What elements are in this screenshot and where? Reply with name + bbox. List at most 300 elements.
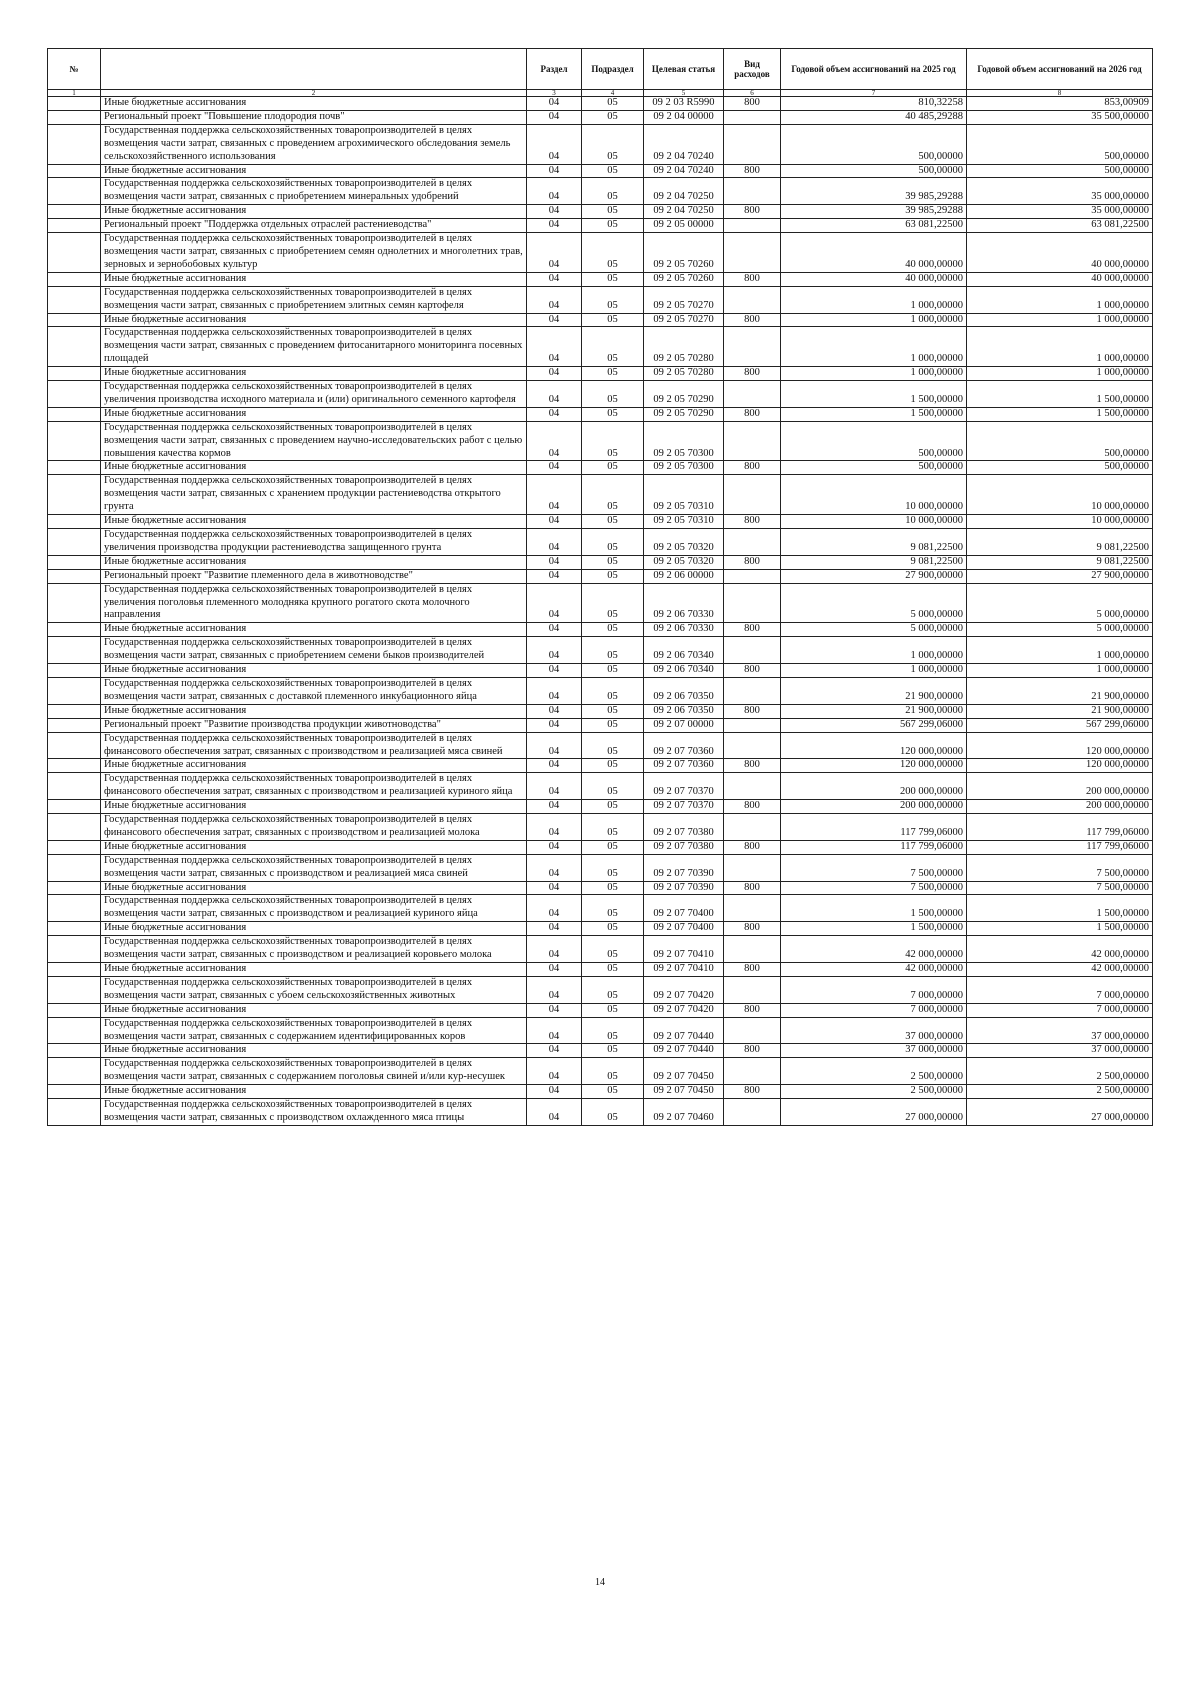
row-number-cell xyxy=(48,97,101,111)
description-cell: Иные бюджетные ассигнования xyxy=(101,963,527,977)
section-cell: 04 xyxy=(527,623,582,637)
expense-type-cell: 800 xyxy=(724,1044,781,1058)
row-number-cell xyxy=(48,732,101,759)
table-row xyxy=(48,637,1153,664)
allocation-2025-cell: 1 000,00000 xyxy=(781,327,967,367)
subsection-cell: 05 xyxy=(582,1017,644,1044)
row-number-cell xyxy=(48,1058,101,1085)
subsection-cell: 05 xyxy=(582,367,644,381)
row-number-cell xyxy=(48,407,101,421)
table-row xyxy=(48,219,1153,233)
expense-type-cell xyxy=(724,110,781,124)
expense-type-cell: 800 xyxy=(724,97,781,111)
table-row xyxy=(48,475,1153,515)
section-cell: 04 xyxy=(527,421,582,461)
section-cell: 04 xyxy=(527,286,582,313)
table-row xyxy=(48,164,1153,178)
description-cell: Иные бюджетные ассигнования xyxy=(101,515,527,529)
subsection-cell: 05 xyxy=(582,773,644,800)
header-allocation-2026: Годовой объем ассигнований на 2026 год xyxy=(967,49,1153,90)
subsection-cell: 05 xyxy=(582,1099,644,1126)
allocation-2026-cell: 27 900,00000 xyxy=(967,569,1153,583)
description-cell: Государственная поддержка сельскохозяйственных товаропроизводителей в целях возмещения части затрат, связанных с проведением фитосанитарного мониторинга посевных площадей xyxy=(101,327,527,367)
table-row xyxy=(48,421,1153,461)
section-cell: 04 xyxy=(527,976,582,1003)
allocation-2025-cell: 39 985,29288 xyxy=(781,205,967,219)
target-article-cell: 09 2 07 70410 xyxy=(644,963,724,977)
row-number-cell xyxy=(48,773,101,800)
section-cell: 04 xyxy=(527,881,582,895)
row-number-cell xyxy=(48,233,101,273)
allocation-2025-cell: 1 000,00000 xyxy=(781,313,967,327)
subsection-cell: 05 xyxy=(582,704,644,718)
row-number-cell xyxy=(48,704,101,718)
description-cell: Государственная поддержка сельскохозяйственных товаропроизводителей в целях возмещения части затрат, связанных с приобретением семени быков производителей xyxy=(101,637,527,664)
section-cell: 04 xyxy=(527,1003,582,1017)
row-number-cell xyxy=(48,840,101,854)
subsection-cell: 05 xyxy=(582,936,644,963)
target-article-cell: 09 2 07 70400 xyxy=(644,895,724,922)
target-article-cell: 09 2 05 70320 xyxy=(644,555,724,569)
allocation-2025-cell: 200 000,00000 xyxy=(781,773,967,800)
table-row xyxy=(48,1099,1153,1126)
allocation-2026-cell: 1 500,00000 xyxy=(967,895,1153,922)
subsection-cell: 05 xyxy=(582,637,644,664)
subsection-cell: 05 xyxy=(582,1044,644,1058)
table-row xyxy=(48,677,1153,704)
description-cell: Государственная поддержка сельскохозяйственных товаропроизводителей в целях увеличения поголовья племенного молодняка крупного рогатого скота молочного направления xyxy=(101,583,527,623)
allocation-2026-cell: 27 000,00000 xyxy=(967,1099,1153,1126)
subsection-cell: 05 xyxy=(582,1085,644,1099)
target-article-cell: 09 2 05 70290 xyxy=(644,407,724,421)
allocation-2026-cell: 42 000,00000 xyxy=(967,936,1153,963)
description-cell: Государственная поддержка сельскохозяйственных товаропроизводителей в целях возмещения части затрат, связанных с производством охлажденного мяса птицы xyxy=(101,1099,527,1126)
section-cell: 04 xyxy=(527,381,582,408)
allocation-2026-cell: 1 000,00000 xyxy=(967,664,1153,678)
row-number-cell xyxy=(48,367,101,381)
section-cell: 04 xyxy=(527,773,582,800)
subsection-cell: 05 xyxy=(582,677,644,704)
target-article-cell: 09 2 05 70280 xyxy=(644,367,724,381)
row-number-cell xyxy=(48,515,101,529)
expense-type-cell: 800 xyxy=(724,272,781,286)
allocation-2026-cell: 117 799,06000 xyxy=(967,840,1153,854)
allocation-2025-cell: 7 000,00000 xyxy=(781,1003,967,1017)
description-cell: Иные бюджетные ассигнования xyxy=(101,205,527,219)
target-article-cell: 09 2 07 70380 xyxy=(644,814,724,841)
description-cell: Иные бюджетные ассигнования xyxy=(101,800,527,814)
target-article-cell: 09 2 05 70300 xyxy=(644,461,724,475)
target-article-cell: 09 2 06 00000 xyxy=(644,569,724,583)
row-number-cell xyxy=(48,569,101,583)
allocation-2026-cell: 2 500,00000 xyxy=(967,1058,1153,1085)
section-cell: 04 xyxy=(527,124,582,164)
expense-type-cell xyxy=(724,677,781,704)
row-number-cell xyxy=(48,178,101,205)
description-cell: Государственная поддержка сельскохозяйственных товаропроизводителей в целях возмещения части затрат, связанных с производством и реализацией куриного яйца xyxy=(101,895,527,922)
header-expense-type: Вид расходов xyxy=(724,49,781,90)
table-row xyxy=(48,97,1153,111)
table-row xyxy=(48,407,1153,421)
subsection-cell: 05 xyxy=(582,1003,644,1017)
section-cell: 04 xyxy=(527,854,582,881)
row-number-cell xyxy=(48,881,101,895)
allocation-2026-cell: 500,00000 xyxy=(967,164,1153,178)
expense-type-cell xyxy=(724,936,781,963)
target-article-cell: 09 2 07 70400 xyxy=(644,922,724,936)
subsection-cell: 05 xyxy=(582,421,644,461)
column-number: 4 xyxy=(582,90,644,97)
header-section: Раздел xyxy=(527,49,582,90)
allocation-2026-cell: 1 500,00000 xyxy=(967,381,1153,408)
section-cell: 04 xyxy=(527,895,582,922)
expense-type-cell: 800 xyxy=(724,461,781,475)
allocation-2025-cell: 1 500,00000 xyxy=(781,407,967,421)
target-article-cell: 09 2 05 00000 xyxy=(644,219,724,233)
table-row xyxy=(48,124,1153,164)
allocation-2025-cell: 500,00000 xyxy=(781,461,967,475)
target-article-cell: 09 2 07 70390 xyxy=(644,881,724,895)
target-article-cell: 09 2 04 70250 xyxy=(644,205,724,219)
section-cell: 04 xyxy=(527,732,582,759)
allocation-2025-cell: 37 000,00000 xyxy=(781,1017,967,1044)
description-cell: Государственная поддержка сельскохозяйственных товаропроизводителей в целях возмещения части затрат, связанных с содержанием поголовья свиней и/или кур-несушек xyxy=(101,1058,527,1085)
expense-type-cell xyxy=(724,421,781,461)
expense-type-cell: 800 xyxy=(724,800,781,814)
allocation-2026-cell: 1 000,00000 xyxy=(967,313,1153,327)
target-article-cell: 09 2 03 R5990 xyxy=(644,97,724,111)
section-cell: 04 xyxy=(527,840,582,854)
allocation-2025-cell: 1 000,00000 xyxy=(781,664,967,678)
row-number-cell xyxy=(48,936,101,963)
target-article-cell: 09 2 07 70440 xyxy=(644,1017,724,1044)
section-cell: 04 xyxy=(527,327,582,367)
allocation-2025-cell: 117 799,06000 xyxy=(781,840,967,854)
allocation-2026-cell: 1 000,00000 xyxy=(967,327,1153,367)
row-number-cell xyxy=(48,963,101,977)
row-number-cell xyxy=(48,637,101,664)
table-row xyxy=(48,313,1153,327)
description-cell: Государственная поддержка сельскохозяйственных товаропроизводителей в целях возмещения части затрат, связанных с хранением продукции растениеводства открытого грунта xyxy=(101,475,527,515)
table-row xyxy=(48,718,1153,732)
allocation-2025-cell: 10 000,00000 xyxy=(781,475,967,515)
description-cell: Государственная поддержка сельскохозяйственных товаропроизводителей в целях финансового обеспечения затрат, связанных с производством и реализацией молока xyxy=(101,814,527,841)
row-number-cell xyxy=(48,286,101,313)
section-cell: 04 xyxy=(527,529,582,556)
section-cell: 04 xyxy=(527,272,582,286)
expense-type-cell xyxy=(724,773,781,800)
subsection-cell: 05 xyxy=(582,1058,644,1085)
allocation-2025-cell: 2 500,00000 xyxy=(781,1085,967,1099)
description-cell: Государственная поддержка сельскохозяйственных товаропроизводителей в целях увеличения производства продукции растениеводства защищенного грунта xyxy=(101,529,527,556)
target-article-cell: 09 2 05 70280 xyxy=(644,327,724,367)
column-number: 3 xyxy=(527,90,582,97)
subsection-cell: 05 xyxy=(582,381,644,408)
allocation-2026-cell: 7 000,00000 xyxy=(967,976,1153,1003)
target-article-cell: 09 2 05 70300 xyxy=(644,421,724,461)
target-article-cell: 09 2 05 70260 xyxy=(644,233,724,273)
table-row xyxy=(48,327,1153,367)
row-number-cell xyxy=(48,555,101,569)
subsection-cell: 05 xyxy=(582,569,644,583)
allocation-2025-cell: 1 000,00000 xyxy=(781,367,967,381)
description-cell: Государственная поддержка сельскохозяйственных товаропроизводителей в целях возмещения части затрат, связанных с убоем сельскохозяйственных животных xyxy=(101,976,527,1003)
allocation-2025-cell: 200 000,00000 xyxy=(781,800,967,814)
subsection-cell: 05 xyxy=(582,583,644,623)
section-cell: 04 xyxy=(527,569,582,583)
row-number-cell xyxy=(48,1003,101,1017)
section-cell: 04 xyxy=(527,555,582,569)
description-cell: Иные бюджетные ассигнования xyxy=(101,1085,527,1099)
expense-type-cell: 800 xyxy=(724,623,781,637)
expense-type-cell xyxy=(724,286,781,313)
allocation-2025-cell: 1 500,00000 xyxy=(781,922,967,936)
allocation-2025-cell: 500,00000 xyxy=(781,164,967,178)
section-cell: 04 xyxy=(527,718,582,732)
allocation-2026-cell: 500,00000 xyxy=(967,421,1153,461)
row-number-cell xyxy=(48,421,101,461)
description-cell: Государственная поддержка сельскохозяйственных товаропроизводителей в целях возмещения части затрат, связанных с производством и реализацией мяса свиней xyxy=(101,854,527,881)
section-cell: 04 xyxy=(527,1099,582,1126)
allocation-2026-cell: 37 000,00000 xyxy=(967,1017,1153,1044)
target-article-cell: 09 2 07 70450 xyxy=(644,1085,724,1099)
expense-type-cell: 800 xyxy=(724,367,781,381)
expense-type-cell xyxy=(724,976,781,1003)
table-row xyxy=(48,1044,1153,1058)
header-subsection: Подраздел xyxy=(582,49,644,90)
target-article-cell: 09 2 07 70420 xyxy=(644,1003,724,1017)
table-row xyxy=(48,529,1153,556)
page-number: 14 xyxy=(595,1577,605,1588)
allocation-2025-cell: 120 000,00000 xyxy=(781,732,967,759)
allocation-2025-cell: 40 000,00000 xyxy=(781,233,967,273)
subsection-cell: 05 xyxy=(582,475,644,515)
header-description xyxy=(101,49,527,90)
description-cell: Региональный проект "Поддержка отдельных отраслей растениеводства" xyxy=(101,219,527,233)
allocation-2026-cell: 35 500,00000 xyxy=(967,110,1153,124)
section-cell: 04 xyxy=(527,515,582,529)
allocation-2025-cell: 567 299,06000 xyxy=(781,718,967,732)
target-article-cell: 09 2 06 70350 xyxy=(644,677,724,704)
expense-type-cell: 800 xyxy=(724,840,781,854)
table-row xyxy=(48,515,1153,529)
subsection-cell: 05 xyxy=(582,178,644,205)
allocation-2026-cell: 120 000,00000 xyxy=(967,759,1153,773)
allocation-2026-cell: 5 000,00000 xyxy=(967,583,1153,623)
subsection-cell: 05 xyxy=(582,124,644,164)
table-row xyxy=(48,583,1153,623)
allocation-2026-cell: 7 500,00000 xyxy=(967,881,1153,895)
expense-type-cell: 800 xyxy=(724,759,781,773)
table-row xyxy=(48,1017,1153,1044)
section-cell: 04 xyxy=(527,637,582,664)
row-number-cell xyxy=(48,583,101,623)
allocation-2025-cell: 810,32258 xyxy=(781,97,967,111)
description-cell: Государственная поддержка сельскохозяйственных товаропроизводителей в целях возмещения части затрат, связанных с проведением научно-исследовательских работ с целью повышения качества кормов xyxy=(101,421,527,461)
description-cell: Иные бюджетные ассигнования xyxy=(101,164,527,178)
table-row xyxy=(48,623,1153,637)
row-number-cell xyxy=(48,461,101,475)
allocation-2025-cell: 21 900,00000 xyxy=(781,704,967,718)
section-cell: 04 xyxy=(527,963,582,977)
subsection-cell: 05 xyxy=(582,407,644,421)
column-number-row xyxy=(48,90,1153,97)
subsection-cell: 05 xyxy=(582,718,644,732)
section-cell: 04 xyxy=(527,583,582,623)
table-row xyxy=(48,1003,1153,1017)
column-number: 6 xyxy=(724,90,781,97)
description-cell: Иные бюджетные ассигнования xyxy=(101,623,527,637)
subsection-cell: 05 xyxy=(582,515,644,529)
target-article-cell: 09 2 04 70240 xyxy=(644,124,724,164)
table-row xyxy=(48,205,1153,219)
allocation-2025-cell: 9 081,22500 xyxy=(781,555,967,569)
table-row xyxy=(48,178,1153,205)
subsection-cell: 05 xyxy=(582,205,644,219)
subsection-cell: 05 xyxy=(582,963,644,977)
allocation-2025-cell: 37 000,00000 xyxy=(781,1044,967,1058)
subsection-cell: 05 xyxy=(582,623,644,637)
expense-type-cell xyxy=(724,569,781,583)
allocation-2026-cell: 9 081,22500 xyxy=(967,529,1153,556)
expense-type-cell: 800 xyxy=(724,313,781,327)
row-number-cell xyxy=(48,529,101,556)
expense-type-cell xyxy=(724,637,781,664)
subsection-cell: 05 xyxy=(582,219,644,233)
description-cell: Государственная поддержка сельскохозяйственных товаропроизводителей в целях возмещения части затрат, связанных с производством и реализацией коровьего молока xyxy=(101,936,527,963)
subsection-cell: 05 xyxy=(582,895,644,922)
row-number-cell xyxy=(48,922,101,936)
allocation-2025-cell: 40 000,00000 xyxy=(781,272,967,286)
expense-type-cell xyxy=(724,124,781,164)
table-row xyxy=(48,759,1153,773)
subsection-cell: 05 xyxy=(582,529,644,556)
description-cell: Иные бюджетные ассигнования xyxy=(101,704,527,718)
allocation-2025-cell: 63 081,22500 xyxy=(781,219,967,233)
expense-type-cell xyxy=(724,718,781,732)
row-number-cell xyxy=(48,313,101,327)
allocation-2026-cell: 21 900,00000 xyxy=(967,677,1153,704)
allocation-2025-cell: 42 000,00000 xyxy=(781,963,967,977)
target-article-cell: 09 2 07 70370 xyxy=(644,773,724,800)
row-number-cell xyxy=(48,124,101,164)
allocation-2026-cell: 200 000,00000 xyxy=(967,800,1153,814)
section-cell: 04 xyxy=(527,664,582,678)
row-number-cell xyxy=(48,677,101,704)
expense-type-cell: 800 xyxy=(724,515,781,529)
description-cell: Государственная поддержка сельскохозяйственных товаропроизводителей в целях возмещения части затрат, связанных с приобретением семян однолетних и многолетних трав, зерновых и зернобобовых культур xyxy=(101,233,527,273)
allocation-2025-cell: 5 000,00000 xyxy=(781,583,967,623)
allocation-2025-cell: 1 000,00000 xyxy=(781,637,967,664)
table-row xyxy=(48,569,1153,583)
allocation-2026-cell: 853,00909 xyxy=(967,97,1153,111)
section-cell: 04 xyxy=(527,1085,582,1099)
target-article-cell: 09 2 05 70310 xyxy=(644,515,724,529)
table-row xyxy=(48,664,1153,678)
row-number-cell xyxy=(48,976,101,1003)
subsection-cell: 05 xyxy=(582,272,644,286)
subsection-cell: 05 xyxy=(582,461,644,475)
target-article-cell: 09 2 07 70360 xyxy=(644,759,724,773)
subsection-cell: 05 xyxy=(582,327,644,367)
table-body xyxy=(48,97,1153,1126)
allocation-2025-cell: 42 000,00000 xyxy=(781,936,967,963)
allocation-2026-cell: 2 500,00000 xyxy=(967,1085,1153,1099)
expense-type-cell: 800 xyxy=(724,881,781,895)
budget-table xyxy=(47,48,1153,1126)
target-article-cell: 09 2 07 70450 xyxy=(644,1058,724,1085)
section-cell: 04 xyxy=(527,219,582,233)
row-number-cell xyxy=(48,164,101,178)
target-article-cell: 09 2 07 70420 xyxy=(644,976,724,1003)
section-cell: 04 xyxy=(527,922,582,936)
allocation-2026-cell: 120 000,00000 xyxy=(967,732,1153,759)
subsection-cell: 05 xyxy=(582,97,644,111)
column-number: 7 xyxy=(781,90,967,97)
header-allocation-2025: Годовой объем ассигнований на 2025 год xyxy=(781,49,967,90)
row-number-cell xyxy=(48,272,101,286)
target-article-cell: 09 2 06 70330 xyxy=(644,623,724,637)
allocation-2026-cell: 10 000,00000 xyxy=(967,515,1153,529)
row-number-cell xyxy=(48,1044,101,1058)
table-header-row xyxy=(48,49,1153,90)
section-cell: 04 xyxy=(527,814,582,841)
subsection-cell: 05 xyxy=(582,922,644,936)
row-number-cell xyxy=(48,814,101,841)
expense-type-cell: 800 xyxy=(724,164,781,178)
subsection-cell: 05 xyxy=(582,814,644,841)
expense-type-cell: 800 xyxy=(724,1085,781,1099)
description-cell: Государственная поддержка сельскохозяйственных товаропроизводителей в целях финансового обеспечения затрат, связанных с производством и реализацией куриного яйца xyxy=(101,773,527,800)
section-cell: 04 xyxy=(527,1017,582,1044)
subsection-cell: 05 xyxy=(582,854,644,881)
target-article-cell: 09 2 05 70310 xyxy=(644,475,724,515)
table-row xyxy=(48,233,1153,273)
row-number-cell xyxy=(48,381,101,408)
allocation-2026-cell: 1 000,00000 xyxy=(967,286,1153,313)
section-cell: 04 xyxy=(527,164,582,178)
description-cell: Государственная поддержка сельскохозяйственных товаропроизводителей в целях возмещения части затрат, связанных с проведением агрохимического обследования земель сельскохозяйственного использования xyxy=(101,124,527,164)
allocation-2026-cell: 1 500,00000 xyxy=(967,407,1153,421)
target-article-cell: 09 2 07 70380 xyxy=(644,840,724,854)
row-number-cell xyxy=(48,1017,101,1044)
subsection-cell: 05 xyxy=(582,976,644,1003)
target-article-cell: 09 2 07 00000 xyxy=(644,718,724,732)
table-row xyxy=(48,936,1153,963)
section-cell: 04 xyxy=(527,205,582,219)
description-cell: Иные бюджетные ассигнования xyxy=(101,367,527,381)
target-article-cell: 09 2 04 70240 xyxy=(644,164,724,178)
table-row xyxy=(48,704,1153,718)
allocation-2026-cell: 117 799,06000 xyxy=(967,814,1153,841)
allocation-2026-cell: 9 081,22500 xyxy=(967,555,1153,569)
allocation-2026-cell: 63 081,22500 xyxy=(967,219,1153,233)
expense-type-cell xyxy=(724,529,781,556)
table-row xyxy=(48,381,1153,408)
description-cell: Иные бюджетные ассигнования xyxy=(101,664,527,678)
description-cell: Региональный проект "Развитие племенного дела в животноводстве" xyxy=(101,569,527,583)
allocation-2025-cell: 1 000,00000 xyxy=(781,286,967,313)
subsection-cell: 05 xyxy=(582,555,644,569)
allocation-2025-cell: 1 500,00000 xyxy=(781,381,967,408)
table-row xyxy=(48,461,1153,475)
description-cell: Государственная поддержка сельскохозяйственных товаропроизводителей в целях возмещения части затрат, связанных с приобретением элитных семян картофеля xyxy=(101,286,527,313)
allocation-2025-cell: 10 000,00000 xyxy=(781,515,967,529)
allocation-2025-cell: 7 500,00000 xyxy=(781,854,967,881)
table-row xyxy=(48,840,1153,854)
allocation-2026-cell: 1 000,00000 xyxy=(967,367,1153,381)
expense-type-cell xyxy=(724,178,781,205)
